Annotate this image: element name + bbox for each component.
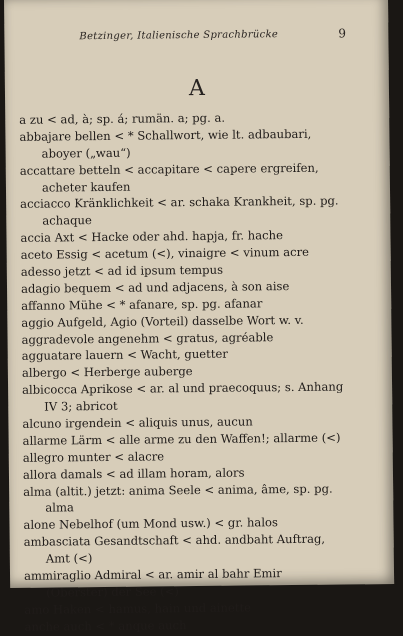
entry-line: agguatare lauern < Wacht, guetter xyxy=(21,347,228,364)
entry-continuation: Amt (<) xyxy=(45,551,93,566)
entry-continuation: (Oberster) der See (<) xyxy=(46,584,179,600)
entry-line: aceto Essig < acetum (<), vinaigre < vinum acre xyxy=(20,244,310,262)
dictionary-entries xyxy=(19,108,389,635)
entry-line: accia Axt < Hacke oder ahd. hapja, fr. hache xyxy=(20,228,283,246)
entry-line: alma (altit.) jetzt: anima Seele < anima, âme, sp. pg. xyxy=(23,481,333,499)
running-title: Betzinger, Italienische Sprachbrücke xyxy=(79,29,279,43)
entry-continuation: IV 3; abricot xyxy=(44,398,118,414)
entry-line: acciacco Kränklichkeit < ar. schaka Krankheit, sp. pg. xyxy=(20,193,339,212)
entry-line: abbajare bellen < * Schallwort, wie lt. adbaubari, xyxy=(19,126,312,144)
running-header xyxy=(4,26,388,48)
entry-line: alcuno irgendein < aliquis unus, aucun xyxy=(22,414,253,431)
entry-continuation: achaque xyxy=(42,213,92,228)
entry-line: a zu < ad, à; sp. á; rumän. a; pg. a. xyxy=(19,110,226,127)
entry-line: aggradevole angenehm < gratus, agréable xyxy=(21,329,274,347)
book-page xyxy=(4,0,394,634)
entry-line: albicocca Aprikose < ar. al und praecoquus; s. Anhang xyxy=(22,379,344,398)
entry-line: affanno Mühe < * afanare, sp. pg. afanar xyxy=(21,296,263,313)
entry-line: adagio bequem < ad und adjacens, à son aise xyxy=(20,278,290,296)
entry-line: accattare betteln < accapitare < capere ergreifen, xyxy=(19,160,319,178)
entry-line: allegro munter < alacre xyxy=(22,449,165,465)
entry-continuation: acheter kaufen xyxy=(41,179,131,195)
section-letter: A xyxy=(188,75,206,102)
entry-continuation: aboyer („wau“) xyxy=(41,145,131,161)
entry-line: aggio Aufgeld, Agio (Vorteil) dasselbe Wort w. v. xyxy=(21,312,304,330)
entry-line: ammiraglio Admiral < ar. amir al bahr Emir xyxy=(23,566,282,583)
entry-line: anche auch < * anque auch xyxy=(24,617,187,634)
entry-continuation: alma xyxy=(45,500,74,516)
entry-line: ambasciata Gesandtschaft < ahd. andbaht Auftrag, xyxy=(23,531,326,550)
entry-line: albergo < Herberge auberge xyxy=(21,364,193,381)
entry-line: amo Haken < hamus, hain und ainette xyxy=(24,600,252,617)
entry-line: allarme Lärm < alle arme zu den Waffen!; allarme (<) xyxy=(22,430,341,448)
entry-line: adesso jetzt < ad id ipsum tempus xyxy=(20,262,224,279)
entry-line: alone Nebelhof (um Mond usw.) < gr. halos xyxy=(23,515,279,533)
page-number: 9 xyxy=(338,26,347,41)
entry-line: allora damals < ad illam horam, alors xyxy=(22,465,245,482)
